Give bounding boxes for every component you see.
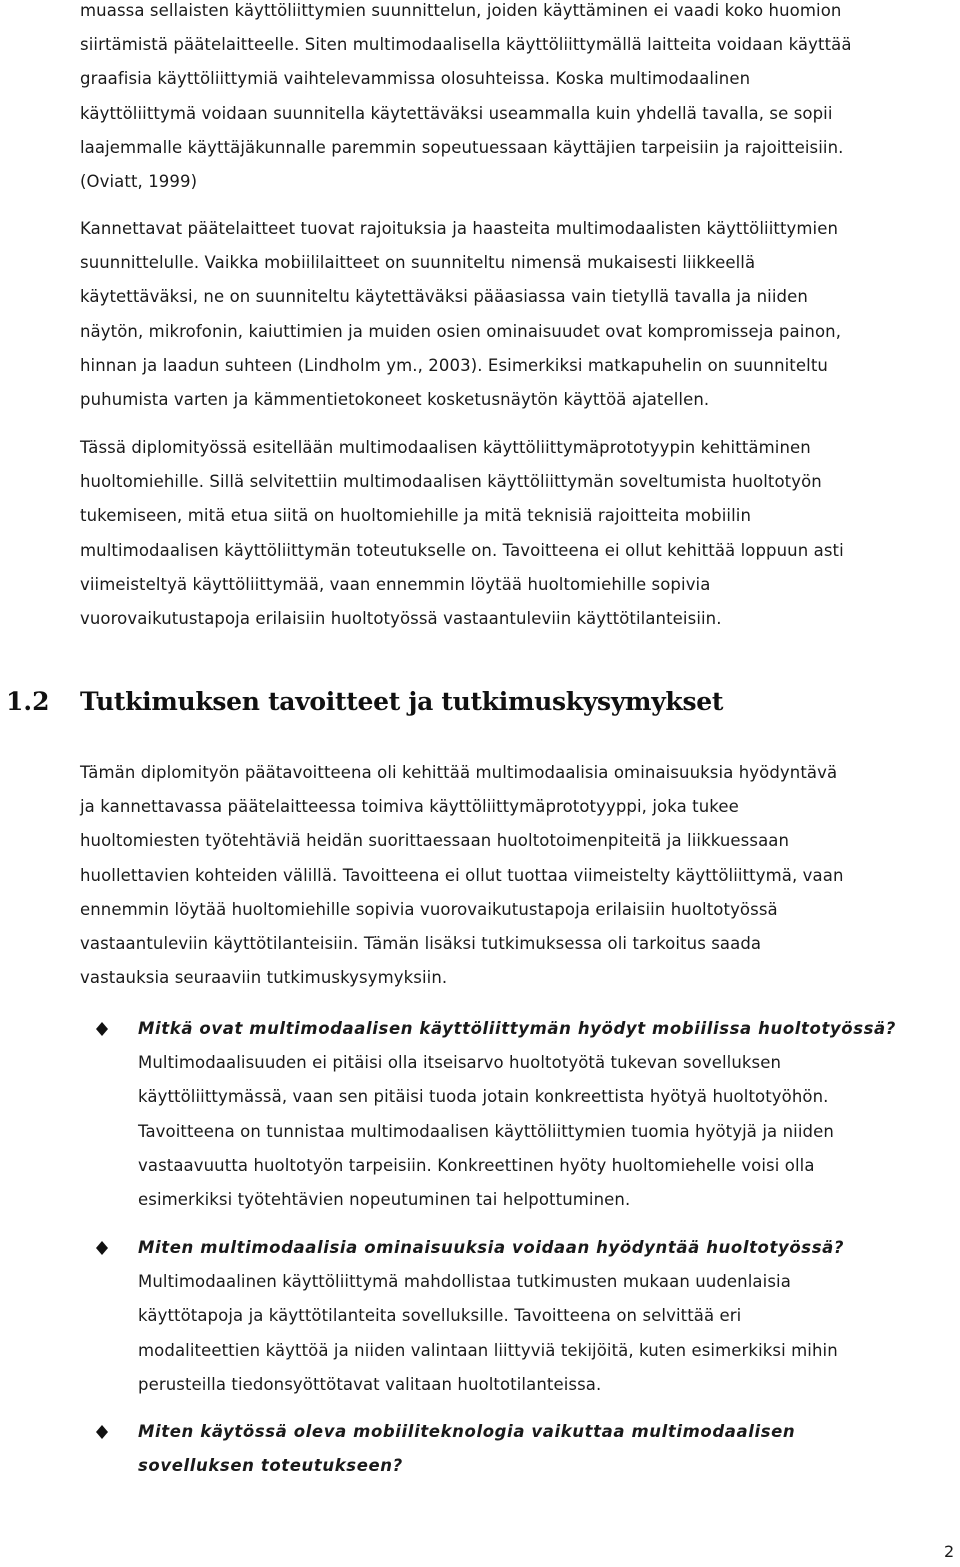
bullet-content bbox=[138, 1415, 958, 1483]
text-line: hinnan ja laadun suhteen (Lindholm ym., 2003). Esimerkiksi matkapuhelin on suunniteltu bbox=[80, 355, 828, 375]
text-line: vastauksia seuraaviin tutkimuskysymyksiin. bbox=[80, 968, 448, 988]
question-text: Miten käytössä oleva mobiiliteknologia vaikuttaa multimodaalisen bbox=[138, 1422, 796, 1441]
paragraph-1 bbox=[80, 0, 950, 199]
text-line: näytön, mikrofonin, kaiuttimien ja muiden osien ominaisuudet ovat kompromisseja painon, bbox=[80, 321, 842, 341]
text-line: vastaantuleviin käyttötilanteisiin. Tämän lisäksi tutkimuksessa oli tarkoitus saada bbox=[80, 934, 762, 954]
text-line: suunnittelulle. Vaikka mobiililaitteet on suunniteltu nimensä mukaisesti liikkeellä bbox=[80, 253, 756, 273]
text-line: Kannettavat päätelaitteet tuovat rajoituksia ja haasteita multimodaalisten käyttöliittymien bbox=[80, 219, 839, 238]
text-line: käytettäväksi, ne on suunniteltu käytettäväksi pääasiassa vain tietyllä tavalla ja niiden bbox=[80, 287, 808, 307]
text-line: viimeisteltyä käyttöliittymää, vaan ennemmin löytää huoltomiehille sopivia bbox=[80, 574, 711, 594]
text-line: siirtämistä päätelaitteelle. Siten multimodaalisella käyttöliittymällä laitteita voidaan käyttää bbox=[80, 35, 852, 55]
text-line: Tämän diplomityön päätavoitteena oli kehittää multimodaalisia ominaisuuksia hyödyntävä bbox=[80, 763, 838, 782]
text-line: perusteilla tiedonsyöttötavat valitaan huoltotilanteissa. bbox=[138, 1374, 602, 1394]
text-line: modaliteettien käyttöä ja niiden valintaan liittyviä tekijöitä, kuten esimerkiksi mihin bbox=[138, 1340, 838, 1360]
text-line: muassa sellaisten käyttöliittymien suunnittelun, joiden käyttäminen ei vaadi koko huomion bbox=[80, 1, 842, 20]
diamond-bullet-icon bbox=[96, 1241, 108, 1255]
text-line: Tavoitteena on tunnistaa multimodaalisen käyttöliittymien tuomia hyötyjä ja niiden bbox=[138, 1121, 834, 1141]
text-line: graafisia käyttöliittymiä vaihtelevammissa olosuhteissa. Koska multimodaalinen bbox=[80, 69, 751, 89]
section-title: Tutkimuksen tavoitteet ja tutkimuskysymykset bbox=[80, 687, 724, 716]
text-line: Multimodaalisuuden ei pitäisi olla itseisarvo huoltotyötä tukevan sovelluksen bbox=[138, 1053, 782, 1073]
page-number: 2 bbox=[944, 1542, 955, 1561]
diamond-bullet-icon bbox=[96, 1425, 108, 1439]
text-line: (Oviatt, 1999) bbox=[80, 172, 198, 192]
text-line: ja kannettavassa päätelaitteessa toimiva käyttöliittymäprototyyppi, joka tukee bbox=[80, 797, 739, 817]
text-line: laajemmalle käyttäjäkunnalle paremmin sopeutuessaan käyttäjien tarpeisiin ja rajoitteisiin. bbox=[80, 137, 844, 157]
text-line: käyttöliittymässä, vaan sen pitäisi tuoda jotain konkreettista hyötyä huoltotyöhön. bbox=[138, 1087, 829, 1107]
text-line: huollettavien kohteiden välillä. Tavoitteena ei ollut tuottaa viimeistelty käyttöliittymä, vaan bbox=[80, 865, 844, 885]
text-line: ennemmin löytää huoltomiehille sopivia vuorovaikutustapoja erilaisiin huoltotyössä bbox=[80, 899, 778, 919]
text-line: vuorovaikutustapoja erilaisiin huoltotyössä vastaantuleviin käyttötilanteisiin. bbox=[80, 609, 722, 629]
text-line: Tässä diplomityössä esitellään multimodaalisen käyttöliittymäprototyypin kehittäminen bbox=[80, 438, 811, 457]
paragraph-3 bbox=[80, 431, 950, 636]
paragraph-4 bbox=[80, 756, 950, 995]
bullet-content bbox=[138, 1012, 958, 1217]
bullet-content bbox=[138, 1231, 958, 1402]
text-line: huoltomiesten työtehtäviä heidän suorittaessaan huoltotoimenpiteitä ja liikkuessaan bbox=[80, 831, 790, 851]
text-line: käyttöliittymä voidaan suunnitella käytettäväksi useammalla kuin yhdellä tavalla, se sopii bbox=[80, 103, 833, 123]
text-line: Multimodaalinen käyttöliittymä mahdollistaa tutkimusten mukaan uudenlaisia bbox=[138, 1272, 791, 1292]
text-line: multimodaalisen käyttöliittymän toteutukselle on. Tavoitteena ei ollut kehittää loppuun asti bbox=[80, 540, 844, 560]
text-line: käyttötapoja ja käyttötilanteita sovelluksille. Tavoitteena on selvittää eri bbox=[138, 1306, 742, 1326]
section-number: 1.2 bbox=[6, 687, 50, 716]
diamond-bullet-icon bbox=[96, 1022, 108, 1036]
question-text: Mitkä ovat multimodaalisen käyttöliittymän hyödyt mobiilissa huoltotyössä? bbox=[138, 1019, 896, 1038]
text-line: tukemiseen, mitä etua siitä on huoltomiehille ja mitä teknisiä rajoitteita mobiilin bbox=[80, 506, 751, 526]
section-heading bbox=[0, 682, 940, 722]
question-text: sovelluksen toteutukseen? bbox=[138, 1456, 403, 1476]
question-text: Miten multimodaalisia ominaisuuksia voidaan hyödyntää huoltotyössä? bbox=[138, 1238, 845, 1257]
text-line: esimerkiksi työtehtävien nopeutuminen tai helpottuminen. bbox=[138, 1190, 631, 1210]
text-line: huoltomiehille. Sillä selvitettiin multimodaalisen käyttöliittymän soveltumista huoltotyön bbox=[80, 472, 822, 492]
paragraph-2 bbox=[80, 212, 950, 417]
text-line: puhumista varten ja kämmentietokoneet kosketusnäytön käyttöä ajatellen. bbox=[80, 390, 710, 410]
text-line: vastaavuutta huoltotyön tarpeisiin. Konkreettinen hyöty huoltomiehelle voisi olla bbox=[138, 1155, 815, 1175]
